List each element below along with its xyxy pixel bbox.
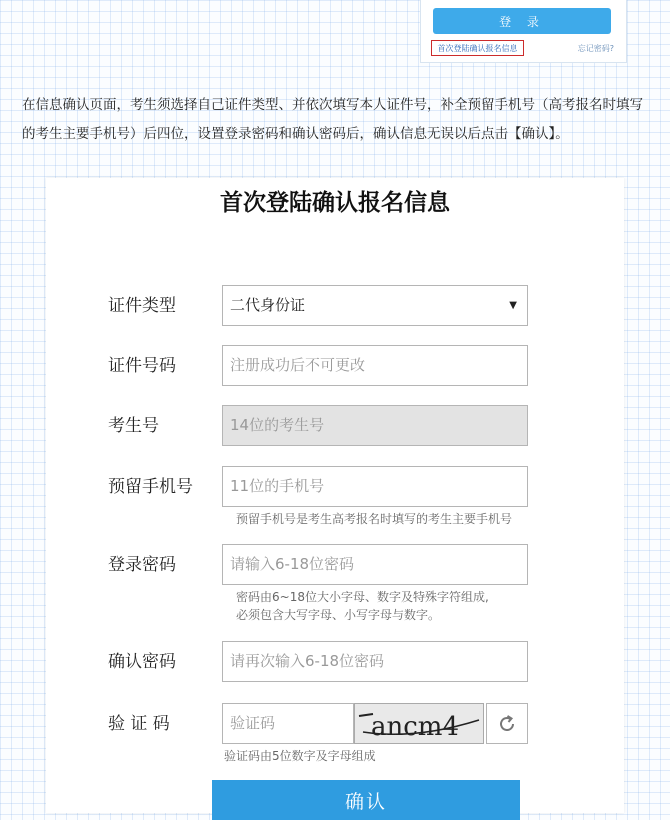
confirm-password-label: 确认密码 [108,652,176,672]
phone-input[interactable]: 11位的手机号 [222,466,528,507]
id-type-value: 二代身份证 [230,296,306,314]
refresh-icon [496,713,518,735]
confirm-button[interactable]: 确认 [212,780,520,820]
instruction-text: 在信息确认页面，考生须选择自己证件类型、并依次填写本人证件号，补全预留手机号（高考报名时填写的考生主要手机号）后四位，设置登录密码和确认密码后，确认信息无误以后点击【确认】。 [22,97,643,142]
id-number-input[interactable]: 注册成功后不可更改 [222,345,528,386]
caret-down-icon: ▼ [509,300,517,311]
password-label: 登录密码 [108,555,176,575]
captcha-hint: 验证码由5位数字及字母组成 [224,749,376,763]
forgot-password-link[interactable]: 忘记密码? [577,44,614,53]
first-login-link[interactable]: 首次登陆确认报名信息 [431,40,524,56]
id-type-label: 证件类型 [108,296,176,316]
password-hint-line1: 密码由6~18位大小字母、数字及特殊字符组成, [236,590,489,604]
phone-hint: 预留手机号是考生高考报名时填写的考生主要手机号 [236,512,513,526]
id-type-select[interactable] [222,285,528,326]
login-button[interactable]: 登 录 [433,8,611,34]
captcha-text: ancm4 [371,712,460,742]
phone-label: 预留手机号 [108,477,193,497]
confirm-password-input[interactable]: 请再次输入6-18位密码 [222,641,528,682]
refresh-captcha-button[interactable] [486,703,528,744]
captcha-input[interactable]: 验证码 [222,703,354,744]
password-input[interactable]: 请输入6-18位密码 [222,544,528,585]
form-title: 首次登陆确认报名信息 [220,190,450,216]
exam-number-input[interactable]: 14位的考生号 [222,405,528,446]
password-hint-line2: 必须包含大写字母、小写字母与数字。 [236,608,441,622]
exam-number-label: 考生号 [108,416,159,436]
id-number-label: 证件号码 [108,356,176,376]
login-card [420,0,627,63]
captcha-image[interactable] [354,703,484,744]
captcha-label: 验 证 码 [108,714,170,734]
confirm-info-form [46,178,624,813]
captcha-svg [355,704,484,744]
